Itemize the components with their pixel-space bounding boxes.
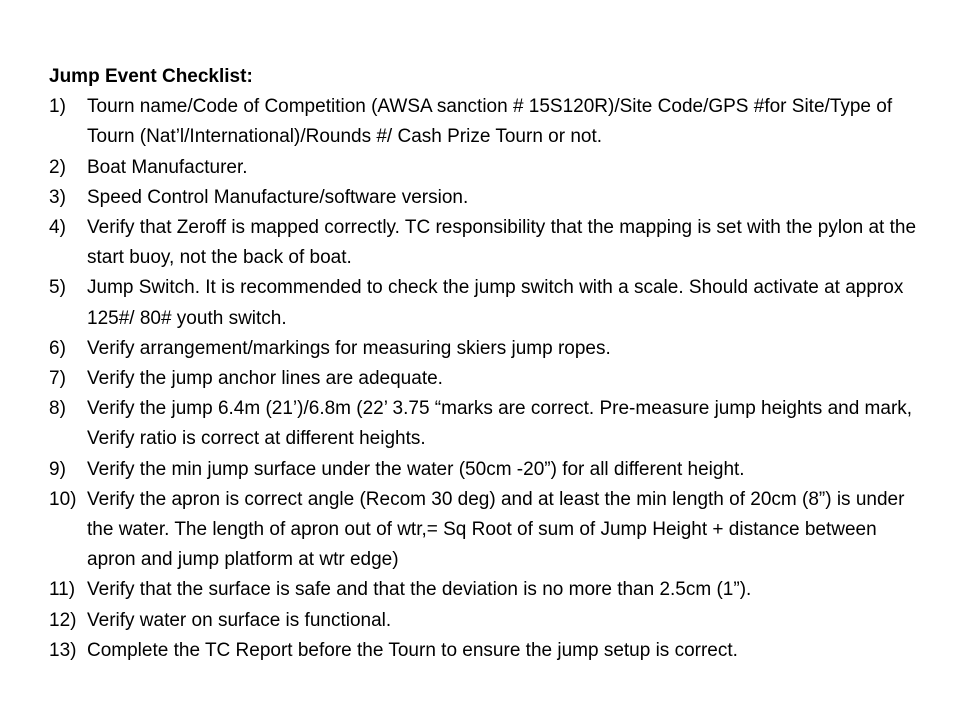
- checklist-item: [49, 183, 929, 213]
- item-text: Verify the apron is correct angle (Recom 30 deg) and at least the min length of 20cm (8”) is under the water. The length of apron out of wtr,= Sq Root of sum of Jump Height + distance between apron and jump platform at wtr edge): [87, 488, 905, 571]
- item-number: 9): [49, 458, 66, 480]
- item-text: Boat Manufacturer.: [87, 156, 248, 178]
- item-number: 7): [49, 368, 66, 390]
- item-number: 1): [49, 96, 66, 118]
- item-text: Verify the jump 6.4m (21’)/6.8m (22’ 3.75 “marks are correct. Pre-measure jump heights and mark, Verify ratio is correct at different heights.: [87, 398, 913, 450]
- checklist: [49, 92, 929, 666]
- item-number: 6): [49, 337, 66, 359]
- checklist-item: [49, 153, 929, 183]
- item-number: 13): [49, 639, 77, 661]
- checklist-item: [49, 485, 929, 576]
- checklist-item: [49, 273, 929, 333]
- checklist-content: [49, 62, 929, 666]
- checklist-title: Jump Event Checklist:: [49, 66, 253, 87]
- checklist-item: [49, 213, 929, 273]
- item-text: Tourn name/Code of Competition (AWSA sanction # 15S120R)/Site Code/GPS #for Site/Type of Tourn (Nat’l/International)/Rounds #/ Cash Prize Tourn or not.: [87, 96, 893, 148]
- item-number: 4): [49, 217, 66, 239]
- item-text: Verify that the surface is safe and that the deviation is no more than 2.5cm (1”).: [87, 579, 752, 601]
- item-number: 10): [49, 488, 77, 510]
- item-text: Verify water on surface is functional.: [87, 609, 392, 631]
- checklist-item: [49, 364, 929, 394]
- item-text: Verify the min jump surface under the water (50cm -20”) for all different height.: [87, 458, 745, 480]
- item-text: Complete the TC Report before the Tourn to ensure the jump setup is correct.: [87, 639, 738, 661]
- checklist-item: [49, 394, 929, 454]
- item-number: 8): [49, 398, 66, 420]
- checklist-item: [49, 636, 929, 666]
- checklist-item: [49, 92, 929, 152]
- item-number: 11): [49, 579, 76, 601]
- item-text: Verify the jump anchor lines are adequate.: [87, 368, 443, 390]
- item-number: 2): [49, 156, 66, 178]
- item-number: 5): [49, 277, 66, 299]
- item-number: 3): [49, 186, 66, 208]
- checklist-item: [49, 334, 929, 364]
- checklist-item: [49, 606, 929, 636]
- item-number: 12): [49, 609, 77, 631]
- item-text: Jump Switch. It is recommended to check the jump switch with a scale. Should activate at approx 125#/ 80# youth switch.: [87, 277, 904, 329]
- checklist-item: [49, 575, 929, 605]
- checklist-item: [49, 455, 929, 485]
- item-text: Verify arrangement/markings for measuring skiers jump ropes.: [87, 337, 611, 359]
- item-text: Speed Control Manufacture/software version.: [87, 186, 469, 208]
- item-text: Verify that Zeroff is mapped correctly. TC responsibility that the mapping is set with the pylon at the start buoy, not the back of boat.: [87, 217, 917, 269]
